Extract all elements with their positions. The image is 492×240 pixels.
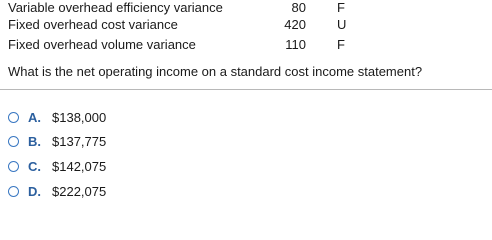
- option-text: $137,775: [52, 133, 107, 149]
- variance-row: [8, 37, 348, 55]
- option-letter: C.: [28, 158, 41, 174]
- radio-button-icon[interactable]: [8, 161, 19, 172]
- option-text: $142,075: [52, 158, 107, 174]
- variance-flag: F: [337, 37, 345, 52]
- answer-option-a[interactable]: [8, 108, 106, 126]
- variance-label: Fixed overhead cost variance: [8, 17, 178, 32]
- variance-flag: U: [337, 17, 347, 32]
- radio-button-icon[interactable]: [8, 136, 19, 147]
- variance-row: [8, 0, 348, 18]
- option-letter: D.: [28, 183, 41, 199]
- answer-option-d[interactable]: [8, 182, 106, 200]
- radio-button-icon[interactable]: [8, 112, 19, 123]
- variance-amount: 420: [284, 17, 306, 32]
- divider: [0, 89, 492, 90]
- question-text: What is the net operating income on a standard cost income statement?: [8, 64, 423, 79]
- variance-label: Variable overhead efficiency variance: [8, 0, 223, 15]
- answer-option-b[interactable]: [8, 132, 106, 150]
- answer-option-c[interactable]: [8, 157, 106, 175]
- variance-amount: 80: [291, 0, 306, 15]
- option-letter: B.: [28, 133, 41, 149]
- option-letter: A.: [28, 109, 41, 125]
- radio-button-icon[interactable]: [8, 186, 19, 197]
- variance-label: Fixed overhead volume variance: [8, 37, 196, 52]
- option-text: $138,000: [52, 109, 107, 125]
- variance-row: [8, 17, 348, 35]
- variance-flag: F: [337, 0, 345, 15]
- variance-amount: 110: [285, 37, 306, 52]
- option-text: $222,075: [52, 183, 107, 199]
